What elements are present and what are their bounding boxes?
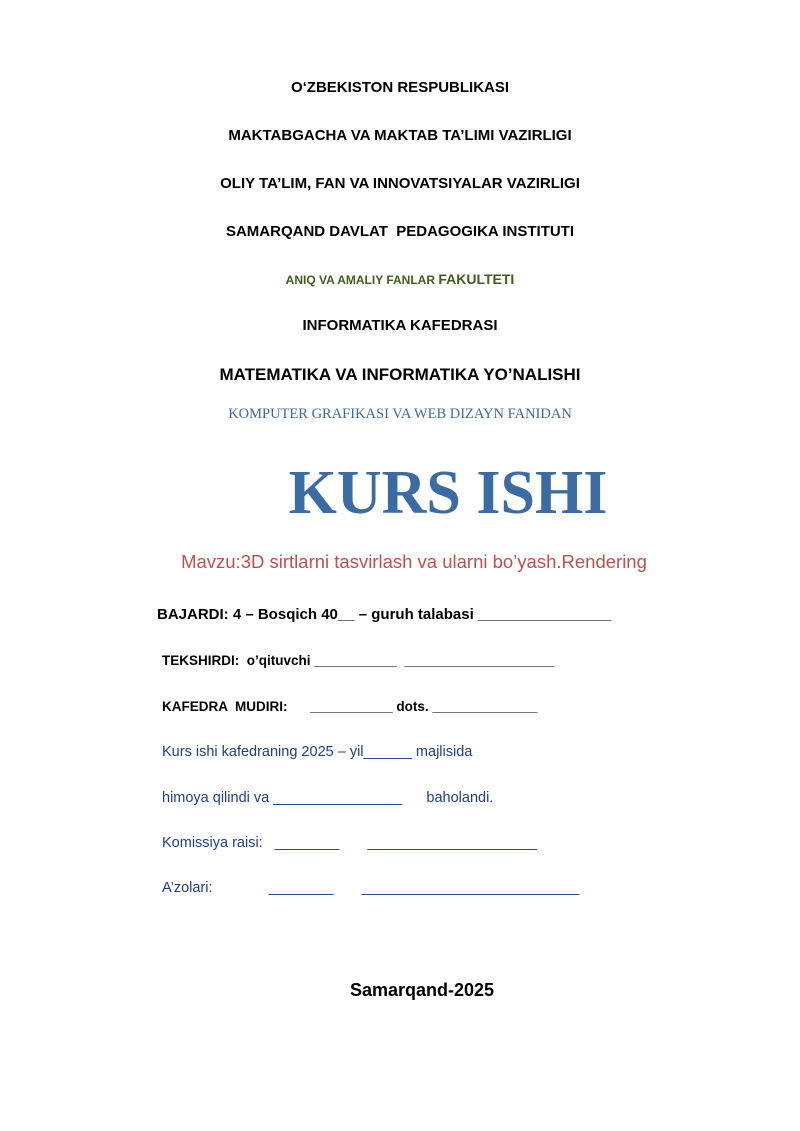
ministry-school-heading: MAKTABGACHA VA MAKTAB TA’LIMI VAZIRLIGI — [228, 127, 572, 144]
faculty-prefix: ANIQ VA AMALIY FANLAR — [285, 273, 439, 287]
department-heading: INFORMATIKA KAFEDRASI — [302, 317, 498, 334]
topic-line: Mavzu:3D sirtlarni tasvirlash va ularni bo’yash.Rendering — [181, 551, 647, 572]
defense-line-2: himoya qilindi va ________________ baholandi. — [162, 790, 494, 806]
document-title: KURS ISHI — [288, 459, 608, 527]
defense-line-1: Kurs ishi kafedraning 2025 – yil______ majlisida — [162, 744, 473, 760]
commission-members-line: A’zolari: ________ ___________________________ — [162, 880, 580, 896]
institute-heading: SAMARQAND DAVLAT PEDAGOGIKA INSTITUTI — [225, 223, 575, 240]
ministry-higher-heading: OLIY TA’LIM, FAN VA INNOVATSIYALAR VAZIRLIGI — [220, 175, 580, 192]
department-head-line: KAFEDRA MUDIRI: ___________ dots. ______________ — [162, 699, 538, 714]
city-year: Samarqand-2025 — [349, 980, 495, 1000]
faculty-word: FAKULTETI — [438, 271, 515, 287]
checked-by-line: TEKSHIRDI: o’qituvchi ___________ ____________________ — [162, 653, 555, 668]
faculty-heading — [0, 272, 800, 286]
performed-by-line: BAJARDI: 4 – Bosqich 40__ – guruh talabasi ________________ — [157, 606, 612, 623]
republic-heading: O‘ZBEKISTON RESPUBLIKASI — [290, 79, 510, 96]
subject-heading: KOMPUTER GRAFIKASI VA WEB DIZAYN FANIDAN — [228, 406, 572, 422]
commission-chair-line: Komissiya raisi: ________ _____________________ — [162, 835, 537, 851]
direction-heading: MATEMATIKA VA INFORMATIKA YO’NALISHI — [219, 365, 581, 384]
